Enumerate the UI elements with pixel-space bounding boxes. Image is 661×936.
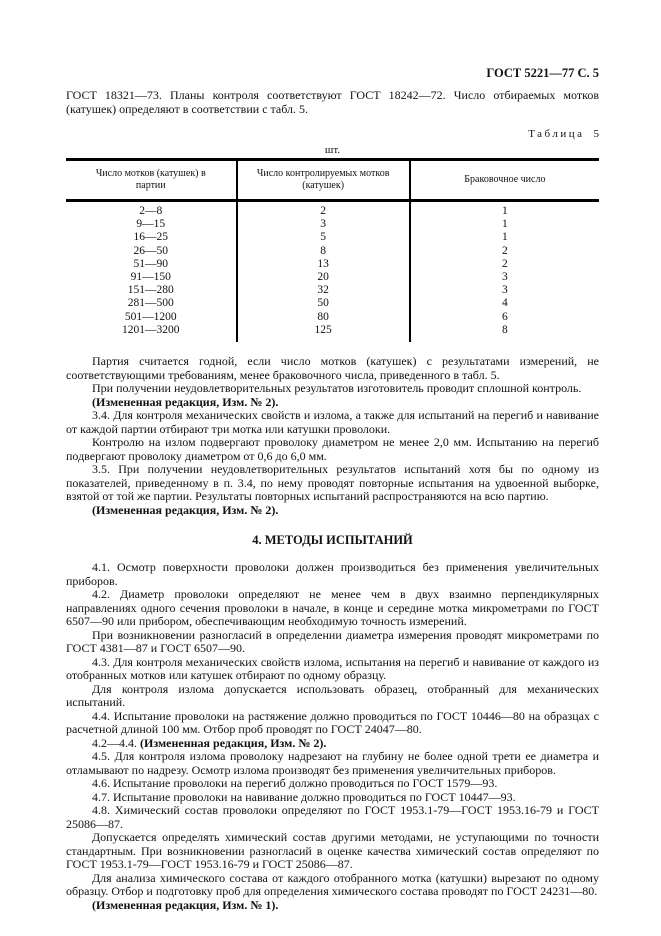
table-cell: 2	[410, 258, 599, 271]
table-row	[66, 284, 599, 297]
paragraph	[66, 683, 599, 710]
paragraph	[66, 710, 599, 737]
paragraph-text: 4.8. Химический состав проволоки определяют по ГОСТ 1953.1-79—ГОСТ 1953.16-79 и ГОСТ 25086—87.	[66, 803, 599, 831]
table-column-header: Число мотков (катушек) в партии	[66, 160, 237, 201]
table-row	[66, 258, 599, 271]
table-row	[66, 311, 599, 324]
paragraph-text: Партия считается годной, если число мотков (катушек) с результатами измерений, не соответствующими требованиям, менее браковочного числа, приведенного в табл. 5.	[66, 354, 599, 382]
paragraph-text: 4.4. Испытание проволоки на растяжение должно проводиться по ГОСТ 10446—80 на образцах с расчетной длиной 100 мм. Отбор проб проводят по ГОСТ 24047—80.	[66, 708, 599, 737]
table-cell: 1201—3200	[122, 323, 180, 336]
paragraph-text: 4.1. Осмотр поверхности проволоки должен производиться без применения увеличительных приборов.	[66, 560, 599, 588]
paragraph	[66, 396, 599, 410]
table-row	[66, 271, 599, 284]
paragraph-text: Контролю на излом подвергают проволоку диаметром не менее 2,0 мм. Испытанию на перегиб подвергают проволоку диаметром от 0,6 до 6,0 мм.	[66, 435, 599, 463]
paragraph-text: 4.2. Диаметр проволоки определяют не менее чем в двух взаимно перпендикулярных направлениях одного сечения проволоки в начале, в конце и середине мотка микрометрами по ГОСТ 6507—90 или прибором, обеспечивающим необходимую точность измерений.	[66, 587, 599, 629]
paragraph	[66, 436, 599, 463]
amendment-note-text: (Измененная редакция, Изм. № 2).	[140, 735, 327, 750]
intro-paragraph: ГОСТ 18321—73. Планы контроля соответствуют ГОСТ 18242—72. Число отбираемых мотков (катушек) определяют в соответствии с табл. 5.	[66, 88, 599, 116]
paragraph-text: 4.6. Испытание проволоки на перегиб должно проводиться по ГОСТ 1579—93.	[92, 776, 498, 791]
paragraph	[66, 872, 599, 899]
section-4-paragraphs	[66, 561, 599, 912]
paragraph	[66, 588, 599, 629]
table-row	[66, 201, 599, 219]
table-cell: 26—50	[133, 244, 169, 257]
table-cell: 3	[410, 271, 599, 284]
table-cell: 4	[410, 297, 599, 310]
paragraph-text: 4.2—4.4.	[92, 735, 140, 750]
paragraph	[66, 504, 599, 518]
paragraph-text: Для анализа химического состава от каждого отобранного мотка (катушки) вырезают по одному образцу. Отбор и подготовку проб для определения химического состава проводят по ГОСТ 24231—80.	[66, 870, 599, 899]
paragraph	[66, 737, 599, 751]
amendment-note-text: (Измененная редакция, Изм. № 2).	[92, 394, 279, 409]
table-label	[66, 128, 599, 141]
paragraph-text: Допускается определять химический состав другими методами, не уступающими по точности стандартным. При возникновении разногласий в оценке качества химический состав определяют по ГОСТ 1953.1-79—ГОСТ 1953.16-79 и ГОСТ 25086—87.	[66, 830, 599, 872]
paragraph	[66, 561, 599, 588]
paragraph-text: 4.3. Для контроля механических свойств излома, испытания на перегиб и навивание от каждого из отобранных мотков или катушек отбирают по одному образцу.	[66, 654, 599, 683]
paragraph	[66, 804, 599, 831]
paragraph	[66, 409, 599, 436]
paragraph	[66, 791, 599, 805]
table-cell: 9—15	[136, 218, 166, 231]
table-row	[66, 218, 599, 231]
paragraph-text: 3.5. При получении неудовлетворительных результатов испытаний хотя бы по одному из показателей, приведенному в п. 3.4, по нему проводят повторные испытания на удвоенной выборке, взятой от той же партии. Результаты повторных испытаний распространяются на всю партию.	[66, 462, 599, 504]
table-cell: 2	[410, 245, 599, 258]
table-cell: 1	[410, 201, 599, 219]
sampling-table	[66, 158, 599, 342]
table-cell: 6	[410, 311, 599, 324]
table-cell: 151—280	[127, 284, 174, 297]
page-header: ГОСТ 5221—77 С. 5	[486, 66, 599, 80]
paragraph-text: Для контроля излома допускается использовать образец, отобранный для механических испытаний.	[66, 681, 599, 710]
table-cell: 50	[237, 297, 410, 310]
table-cell: 2	[237, 201, 410, 219]
paragraph	[66, 463, 599, 504]
table-column-header: Число контролируемых мотков (катушек)	[237, 160, 410, 201]
table-cell: 20	[237, 271, 410, 284]
section-4-heading: 4. МЕТОДЫ ИСПЫТАНИЙ	[252, 533, 413, 548]
paragraph	[66, 777, 599, 791]
table-cell: 501—1200	[124, 310, 177, 323]
table-cell: 91—150	[130, 271, 171, 284]
table-cell: 51—90	[133, 257, 169, 270]
paragraph-text: 4.7. Испытание проволоки на навивание должно проводиться по ГОСТ 10447—93.	[92, 789, 516, 804]
table-row	[66, 324, 599, 342]
table-cell: 8	[237, 245, 410, 258]
table-cell: 16—25	[133, 231, 169, 244]
table-column-header: Браковочное число	[410, 160, 599, 201]
paragraph-text: При получении неудовлетворительных результатов изготовитель проводит сплошной контроль.	[92, 381, 582, 396]
table-cell: 125	[237, 324, 410, 342]
paragraph	[66, 629, 599, 656]
table-cell: 3	[237, 218, 410, 231]
amendment-note-text: (Измененная редакция, Изм. № 2).	[92, 502, 279, 517]
table-row	[66, 231, 599, 244]
table-unit-caption: шт.	[324, 144, 341, 156]
table-cell: 13	[237, 258, 410, 271]
table-label-number: 5	[593, 128, 599, 140]
table-cell: 5	[237, 231, 410, 244]
table-cell: 2—8	[139, 205, 163, 217]
table-cell: 1	[410, 231, 599, 244]
table-cell: 281—500	[127, 297, 174, 310]
paragraph-text: 3.4. Для контроля механических свойств и излома, а также для испытаний на перегиб и навивание от каждой партии отбирают три мотка или катушки проволоки.	[66, 408, 599, 436]
table-cell: 3	[410, 284, 599, 297]
table-row	[66, 297, 599, 310]
paragraph	[66, 382, 599, 396]
table-label-word: Таблица	[528, 128, 585, 140]
paragraph-text: 4.5. Для контроля излома проволоку надрезают на глубину не более одной трети ее диаметра и отламывают по надрезу. Осмотр излома производят без применения увеличительных приборов.	[66, 749, 599, 777]
table-cell: 8	[410, 324, 599, 342]
paragraph	[66, 831, 599, 872]
paragraph	[66, 656, 599, 683]
table-header-row	[66, 160, 599, 201]
table-row	[66, 245, 599, 258]
section-3-paragraphs	[66, 355, 599, 517]
amendment-note-text: (Измененная редакция, Изм. № 1).	[92, 897, 279, 912]
paragraph-text: При возникновении разногласий в определении диаметра измерения проводят микрометрами по ГОСТ 4381—87 и ГОСТ 6507—90.	[66, 627, 599, 656]
paragraph	[66, 899, 599, 913]
table-cell: 32	[237, 284, 410, 297]
paragraph	[66, 750, 599, 777]
paragraph	[66, 355, 599, 382]
table-cell: 80	[237, 311, 410, 324]
table-cell: 1	[410, 218, 599, 231]
